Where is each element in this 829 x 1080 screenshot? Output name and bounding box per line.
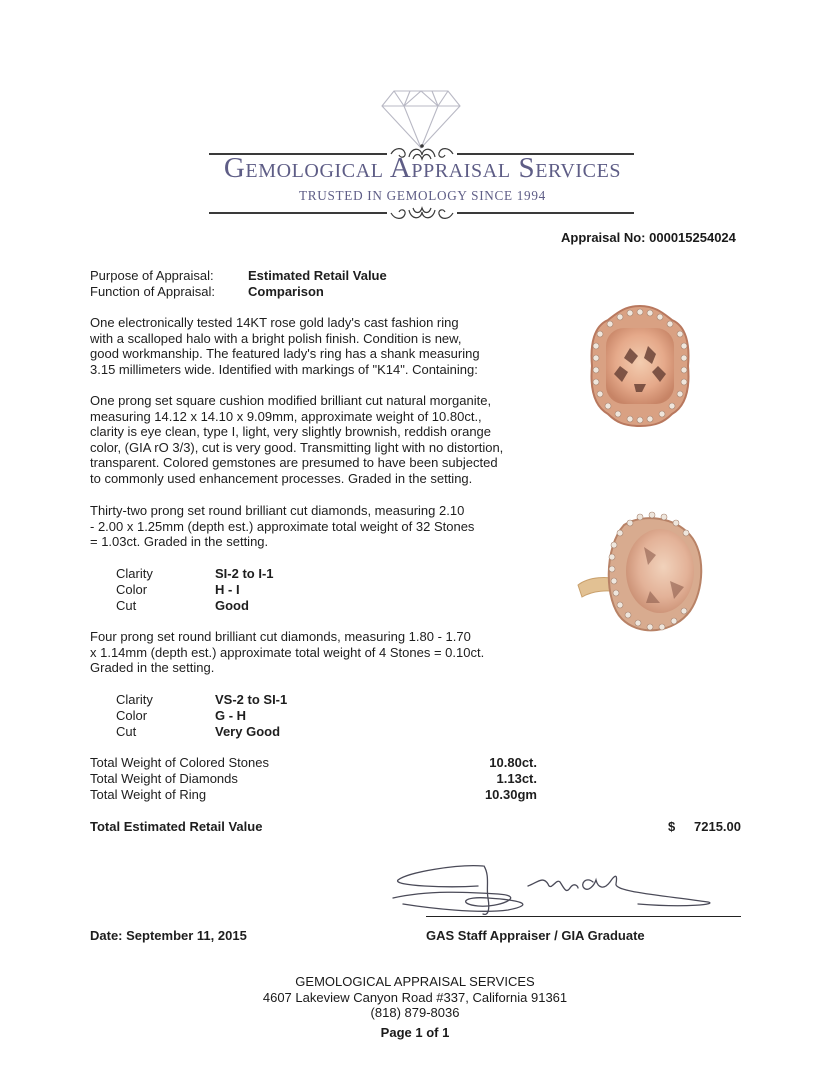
page-number: Page 1 of 1 bbox=[380, 1025, 450, 1040]
diamonds-line: Graded in the setting. bbox=[90, 660, 215, 676]
function-label: Function of Appraisal: bbox=[90, 284, 216, 299]
total-value: 10.30gm bbox=[484, 787, 537, 802]
diamonds-32-description bbox=[90, 503, 540, 550]
retail-value-label: Total Estimated Retail Value bbox=[90, 819, 263, 834]
purpose-value: Estimated Retail Value bbox=[248, 268, 387, 283]
ring-description bbox=[90, 315, 540, 377]
header-bottom-rule bbox=[209, 212, 387, 214]
gem-line: clarity is eye clean, type I, light, very slightly brownish, reddish orange bbox=[90, 424, 492, 440]
ring-line: good workmanship. The featured lady's ring has a shank measuring bbox=[90, 346, 480, 362]
spec-label: Clarity bbox=[116, 566, 153, 581]
total-label: Total Weight of Diamonds bbox=[90, 771, 238, 786]
diamonds-line: = 1.03ct. Graded in the setting. bbox=[90, 534, 269, 550]
retail-value: 7215.00 bbox=[694, 819, 741, 834]
appraiser-title: GAS Staff Appraiser / GIA Graduate bbox=[426, 928, 645, 943]
gem-line: measuring 14.12 x 14.10 x 9.09mm, approximate weight of 10.80ct., bbox=[90, 408, 482, 424]
footer-address: 4607 Lakeview Canyon Road #337, California 91361 bbox=[262, 990, 568, 1005]
total-label: Total Weight of Ring bbox=[90, 787, 207, 802]
spec-value: VS-2 to SI-1 bbox=[215, 692, 288, 707]
spec-label: Cut bbox=[116, 724, 137, 739]
ornament-bottom-icon bbox=[387, 202, 457, 224]
total-label: Total Weight of Colored Stones bbox=[90, 755, 269, 770]
spec-value: Good bbox=[215, 598, 249, 613]
ring-side-view-image bbox=[574, 507, 708, 647]
spec-label: Clarity bbox=[116, 692, 153, 707]
ring-line: with a scalloped halo with a bright polish finish. Condition is new, bbox=[90, 330, 462, 346]
diamonds-line: Thirty-two prong set round brilliant cut diamonds, measuring 2.10 bbox=[90, 503, 465, 518]
diamond-icon bbox=[380, 88, 462, 150]
spec-value: Very Good bbox=[215, 724, 281, 739]
brand-tagline: TRUSTED IN GEMOLOGY SINCE 1994 bbox=[299, 188, 546, 203]
appraisal-date: Date: September 11, 2015 bbox=[90, 928, 247, 943]
function-value: Comparison bbox=[248, 284, 324, 299]
spec-value: H - I bbox=[215, 582, 240, 597]
signature-line bbox=[426, 916, 741, 917]
total-value: 10.80ct. bbox=[489, 755, 537, 770]
gem-line: One prong set square cushion modified brilliant cut natural morganite, bbox=[90, 393, 492, 408]
gem-line: transparent. Colored gemstones are presumed to have been subjected bbox=[90, 455, 498, 471]
currency-symbol: $ bbox=[668, 819, 676, 834]
spec-value: SI-2 to I-1 bbox=[215, 566, 274, 581]
spec-value: G - H bbox=[215, 708, 247, 723]
footer-company: GEMOLOGICAL APPRAISAL SERVICES bbox=[295, 974, 535, 989]
spec-label: Color bbox=[116, 582, 148, 597]
total-value: 1.13ct. bbox=[496, 771, 537, 786]
ring-line: 3.15 millimeters wide. Identified with markings of "K14". Containing: bbox=[90, 361, 478, 377]
spec-label: Color bbox=[116, 708, 148, 723]
purpose-label: Purpose of Appraisal: bbox=[90, 268, 214, 283]
header-bottom-rule-right bbox=[457, 212, 634, 214]
diamonds-line: Four prong set round brilliant cut diamonds, measuring 1.80 - 1.70 bbox=[90, 629, 471, 644]
appraisal-number: Appraisal No: 000015254024 bbox=[561, 230, 736, 245]
brand-name: Gemological Appraisal Services bbox=[223, 152, 622, 184]
diamonds-4-description bbox=[90, 629, 540, 676]
spec-label: Cut bbox=[116, 598, 137, 613]
footer-phone: (818) 879-8036 bbox=[370, 1005, 460, 1020]
gem-description bbox=[90, 393, 540, 487]
gem-line: color, (GIA rO 3/3), cut is very good. Transmitting light with no distortion, bbox=[90, 439, 504, 455]
signature-image bbox=[388, 858, 738, 918]
ring-line: One electronically tested 14KT rose gold lady's cast fashion ring bbox=[90, 315, 459, 330]
diamonds-line: x 1.14mm (depth est.) approximate total weight of 4 Stones = 0.10ct. bbox=[90, 644, 485, 660]
gem-line: to commonly used enhancement processes. Graded in the setting. bbox=[90, 470, 473, 486]
diamonds-line: - 2.00 x 1.25mm (depth est.) approximate total weight of 32 Stones bbox=[90, 518, 475, 534]
ring-top-view-image bbox=[586, 302, 694, 430]
